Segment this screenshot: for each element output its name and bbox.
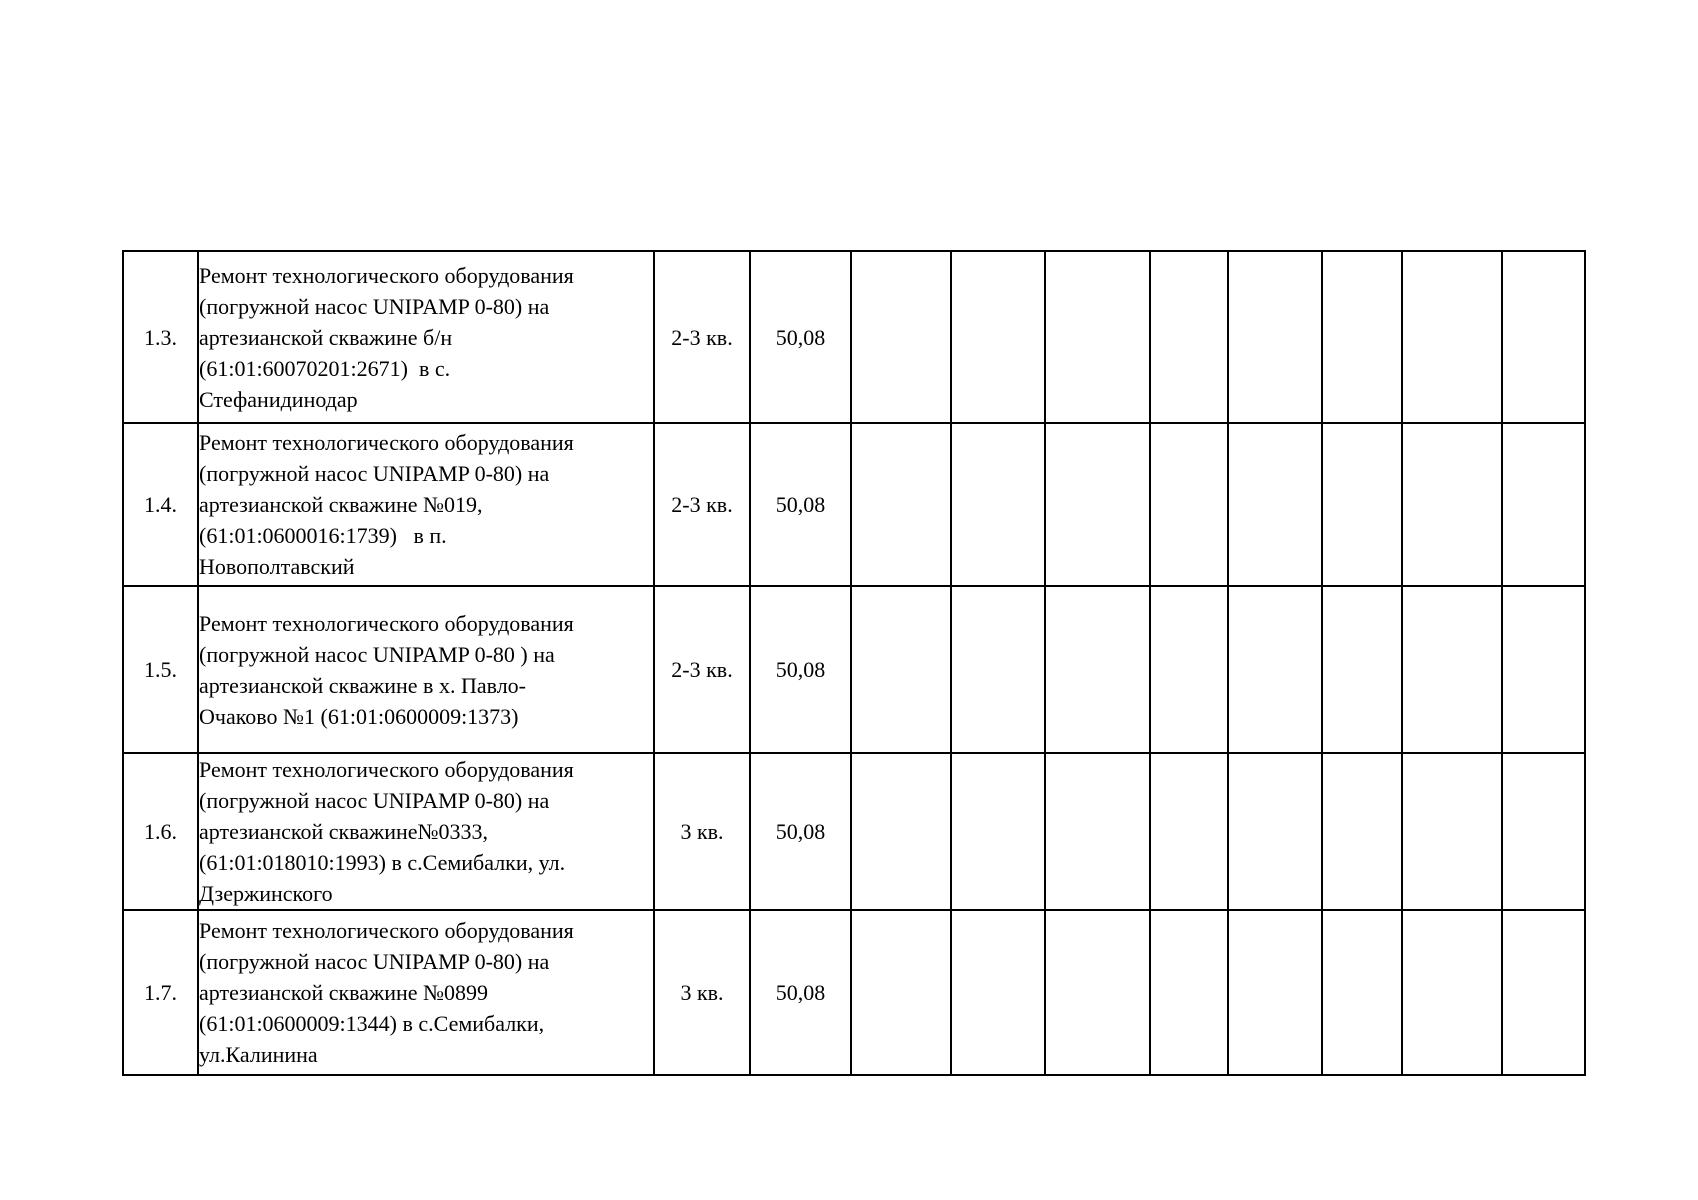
row-number: 1.7.	[123, 910, 198, 1075]
description-line: Ремонт технологического оборудования	[199, 610, 574, 636]
empty-cell	[1045, 910, 1150, 1075]
empty-cell	[851, 753, 951, 910]
empty-cell	[951, 251, 1045, 423]
work-description	[198, 251, 654, 423]
description-line: артезианской скважине в х. Павло-	[199, 672, 527, 698]
work-description	[198, 753, 654, 910]
empty-cell	[951, 910, 1045, 1075]
description-line: Дзержинского	[199, 881, 333, 906]
empty-cell	[1322, 251, 1402, 423]
empty-cell	[851, 251, 951, 423]
description-line: Ремонт технологического оборудования	[199, 262, 574, 288]
empty-cell	[1150, 423, 1228, 586]
works-table	[122, 250, 1586, 1076]
description-line: Новополтавский	[199, 554, 355, 579]
description-line: (погружной насос UNIPAMP 0-80 ) на	[199, 641, 555, 667]
description-line: (погружной насос UNIPAMP 0-80) на	[199, 949, 550, 974]
work-description	[198, 586, 654, 753]
amount-cell: 50,08	[750, 251, 851, 423]
description-line: ул.Калинина	[199, 1042, 318, 1067]
period-cell: 3 кв.	[654, 910, 750, 1075]
empty-cell	[1402, 753, 1502, 910]
empty-cell	[851, 586, 951, 753]
empty-cell	[1045, 753, 1150, 910]
description-line: (погружной насос UNIPAMP 0-80) на	[199, 461, 550, 486]
description-line: (61:01:018010:1993) в с.Семибалки, ул.	[199, 850, 566, 875]
description-line: (61:01:60070201:2671) в с.	[199, 355, 451, 381]
empty-cell	[1402, 251, 1502, 423]
empty-cell	[1502, 586, 1585, 753]
empty-cell	[951, 586, 1045, 753]
empty-cell	[1045, 251, 1150, 423]
row-number: 1.4.	[123, 423, 198, 586]
empty-cell	[851, 910, 951, 1075]
empty-cell	[1045, 423, 1150, 586]
empty-cell	[1502, 251, 1585, 423]
amount-cell: 50,08	[750, 753, 851, 910]
empty-cell	[1045, 586, 1150, 753]
period-cell: 2-3 кв.	[654, 251, 750, 423]
row-number: 1.5.	[123, 586, 198, 753]
table-row	[123, 586, 1585, 753]
description-line: (61:01:0600016:1739) в п.	[199, 523, 447, 548]
empty-cell	[1402, 586, 1502, 753]
description-line: Стефанидинодар	[199, 386, 358, 412]
amount-cell: 50,08	[750, 910, 851, 1075]
empty-cell	[1150, 910, 1228, 1075]
empty-cell	[1228, 586, 1322, 753]
empty-cell	[851, 423, 951, 586]
empty-cell	[1322, 586, 1402, 753]
empty-cell	[1322, 753, 1402, 910]
empty-cell	[951, 423, 1045, 586]
work-description	[198, 423, 654, 586]
empty-cell	[1402, 423, 1502, 586]
empty-cell	[1228, 753, 1322, 910]
empty-cell	[1322, 910, 1402, 1075]
table-row	[123, 910, 1585, 1075]
description-line: артезианской скважине №019,	[199, 492, 483, 517]
period-cell: 2-3 кв.	[654, 423, 750, 586]
description-line: Очаково №1 (61:01:0600009:1373)	[199, 703, 519, 729]
description-line: Ремонт технологического оборудования	[199, 757, 574, 782]
empty-cell	[1228, 251, 1322, 423]
work-description	[198, 910, 654, 1075]
empty-cell	[1502, 910, 1585, 1075]
description-line: (61:01:0600009:1344) в с.Семибалки,	[199, 1011, 545, 1036]
table-row	[123, 423, 1585, 586]
empty-cell	[1150, 753, 1228, 910]
description-line: (погружной насос UNIPAMP 0-80) на	[199, 788, 550, 813]
row-number: 1.3.	[123, 251, 198, 423]
table-row	[123, 251, 1585, 423]
empty-cell	[1322, 423, 1402, 586]
row-number: 1.6.	[123, 753, 198, 910]
empty-cell	[1228, 910, 1322, 1075]
empty-cell	[1150, 251, 1228, 423]
period-cell: 2-3 кв.	[654, 586, 750, 753]
amount-cell: 50,08	[750, 423, 851, 586]
description-line: артезианской скважине№0333,	[199, 819, 489, 844]
table-row	[123, 753, 1585, 910]
amount-cell: 50,08	[750, 586, 851, 753]
description-line: артезианской скважине №0899	[199, 980, 489, 1005]
empty-cell	[1502, 753, 1585, 910]
description-line: артезианской скважине б/н	[199, 324, 453, 350]
empty-cell	[1502, 423, 1585, 586]
description-line: (погружной насос UNIPAMP 0-80) на	[199, 293, 550, 319]
period-cell: 3 кв.	[654, 753, 750, 910]
empty-cell	[951, 753, 1045, 910]
description-line: Ремонт технологического оборудования	[199, 430, 574, 455]
empty-cell	[1150, 586, 1228, 753]
description-line: Ремонт технологического оборудования	[199, 918, 574, 943]
empty-cell	[1402, 910, 1502, 1075]
empty-cell	[1228, 423, 1322, 586]
